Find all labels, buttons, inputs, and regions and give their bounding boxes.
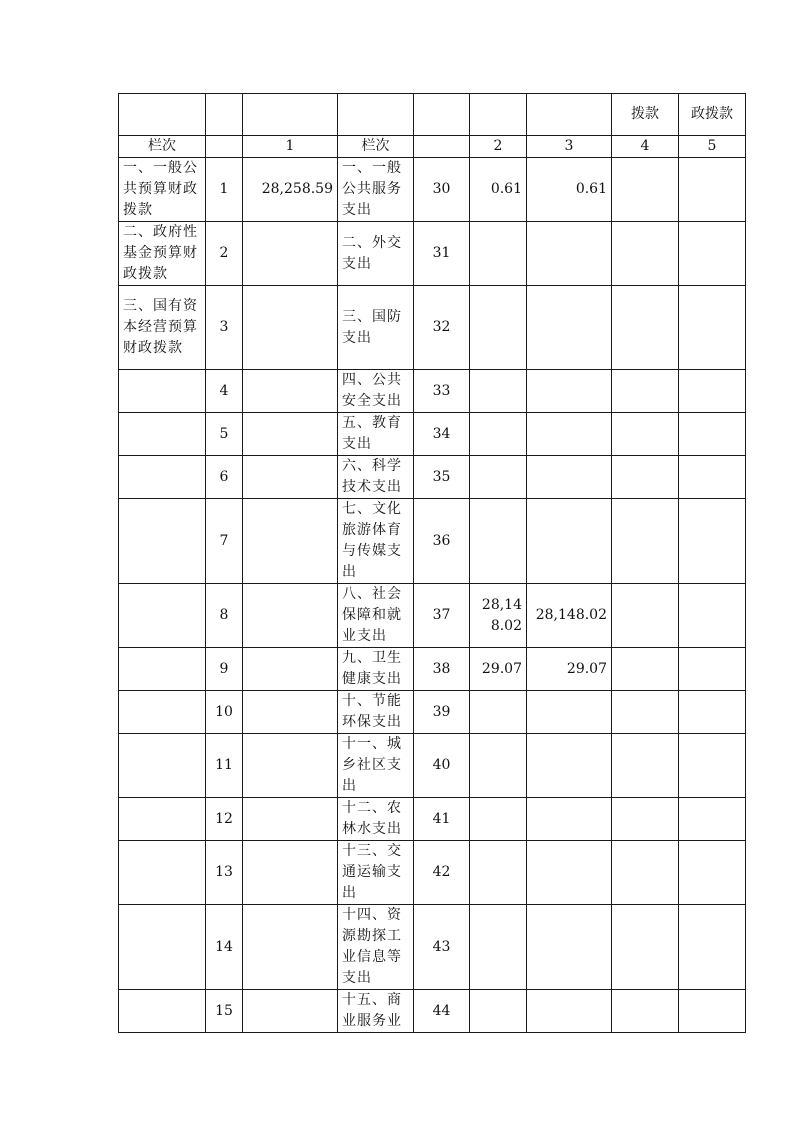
- income-line-number: 7: [206, 499, 243, 584]
- income-line-number: 10: [206, 691, 243, 734]
- column-label-right: 栏次: [338, 136, 414, 158]
- income-amount: [243, 286, 338, 370]
- column-number-row: [119, 136, 746, 158]
- income-line-number: 11: [206, 734, 243, 798]
- fund-budget-amount: [612, 158, 679, 222]
- fund-budget-amount: [612, 370, 679, 413]
- expense-line-number: 36: [414, 499, 470, 584]
- fund-budget-amount: [612, 413, 679, 456]
- general-budget-amount: [527, 286, 612, 370]
- header-cell: [470, 94, 527, 136]
- expense-line-number: 42: [414, 841, 470, 905]
- state-capital-amount: [679, 990, 746, 1033]
- column-number-1: 1: [243, 136, 338, 158]
- income-amount: [243, 499, 338, 584]
- expense-line-number: 40: [414, 734, 470, 798]
- income-amount: [243, 222, 338, 286]
- fund-budget-amount: [612, 456, 679, 499]
- header-cell: [338, 94, 414, 136]
- income-line-number: 4: [206, 370, 243, 413]
- income-amount: [243, 841, 338, 905]
- column-number-3: 3: [527, 136, 612, 158]
- fund-budget-amount: [612, 499, 679, 584]
- state-capital-amount: [679, 158, 746, 222]
- income-item-cell: [119, 648, 206, 691]
- income-amount: [243, 370, 338, 413]
- state-capital-amount: [679, 584, 746, 648]
- income-item-cell: [119, 691, 206, 734]
- expense-item-cell: 二、外交支出: [338, 222, 414, 286]
- general-budget-amount: 29.07: [527, 648, 612, 691]
- table-row: [119, 990, 746, 1033]
- income-line-number: 5: [206, 413, 243, 456]
- general-budget-amount: [527, 413, 612, 456]
- header-col5-tail: 政拨款: [679, 94, 746, 136]
- expense-total-amount: [470, 691, 527, 734]
- expense-line-number: 43: [414, 905, 470, 990]
- fund-budget-amount: [612, 648, 679, 691]
- income-line-number: 13: [206, 841, 243, 905]
- expense-total-amount: 29.07: [470, 648, 527, 691]
- income-item-cell: 三、国有资本经营预算财政拨款: [119, 286, 206, 370]
- income-amount: [243, 648, 338, 691]
- general-budget-amount: [527, 499, 612, 584]
- state-capital-amount: [679, 841, 746, 905]
- income-item-cell: [119, 499, 206, 584]
- expense-item-cell: 十一、城乡社区支出: [338, 734, 414, 798]
- expense-item-cell: 四、公共安全支出: [338, 370, 414, 413]
- income-line-number: 1: [206, 158, 243, 222]
- table-row: [119, 691, 746, 734]
- expense-total-amount: [470, 499, 527, 584]
- income-line-number: 15: [206, 990, 243, 1033]
- state-capital-amount: [679, 905, 746, 990]
- income-line-number: 2: [206, 222, 243, 286]
- general-budget-amount: [527, 370, 612, 413]
- income-amount: [243, 905, 338, 990]
- expense-line-number: 44: [414, 990, 470, 1033]
- income-item-cell: [119, 798, 206, 841]
- header-cell: [119, 94, 206, 136]
- expense-total-amount: 28,148.02: [470, 584, 527, 648]
- column-label-left: 栏次: [119, 136, 206, 158]
- fund-budget-amount: [612, 990, 679, 1033]
- expense-total-amount: [470, 222, 527, 286]
- expense-item-cell: 三、国防支出: [338, 286, 414, 370]
- fund-budget-amount: [612, 286, 679, 370]
- income-line-number: 6: [206, 456, 243, 499]
- income-item-cell: [119, 734, 206, 798]
- income-amount: [243, 456, 338, 499]
- column-number-4: 4: [612, 136, 679, 158]
- expense-total-amount: [470, 734, 527, 798]
- column-number-2: 2: [470, 136, 527, 158]
- expense-line-number: 32: [414, 286, 470, 370]
- expense-item-cell: 五、教育支出: [338, 413, 414, 456]
- column-number-5: 5: [679, 136, 746, 158]
- header-cell: [527, 94, 612, 136]
- expense-line-number: 38: [414, 648, 470, 691]
- state-capital-amount: [679, 691, 746, 734]
- expense-total-amount: [470, 990, 527, 1033]
- expense-item-cell: 六、科学技术支出: [338, 456, 414, 499]
- column-number-blank: [414, 136, 470, 158]
- income-line-number: 8: [206, 584, 243, 648]
- state-capital-amount: [679, 798, 746, 841]
- table-row: [119, 158, 746, 222]
- general-budget-amount: 0.61: [527, 158, 612, 222]
- expense-item-cell: 十三、交通运输支出: [338, 841, 414, 905]
- expense-total-amount: [470, 413, 527, 456]
- fund-budget-amount: [612, 905, 679, 990]
- fund-budget-amount: [612, 584, 679, 648]
- income-amount: [243, 990, 338, 1033]
- table-row: [119, 413, 746, 456]
- expense-item-cell: 十五、商业服务业: [338, 990, 414, 1033]
- income-item-cell: [119, 990, 206, 1033]
- expense-total-amount: [470, 798, 527, 841]
- state-capital-amount: [679, 286, 746, 370]
- income-item-cell: [119, 413, 206, 456]
- table-row: [119, 499, 746, 584]
- expense-item-cell: 十四、资源勘探工业信息等支出: [338, 905, 414, 990]
- expense-total-amount: [470, 905, 527, 990]
- income-line-number: 3: [206, 286, 243, 370]
- income-item-cell: 一、一般公共预算财政拨款: [119, 158, 206, 222]
- general-budget-amount: [527, 990, 612, 1033]
- income-amount: [243, 734, 338, 798]
- income-amount: [243, 691, 338, 734]
- state-capital-amount: [679, 648, 746, 691]
- state-capital-amount: [679, 499, 746, 584]
- header-col4-tail: 拨款: [612, 94, 679, 136]
- fund-budget-amount: [612, 798, 679, 841]
- expense-item-cell: 七、文化旅游体育与传媒支出: [338, 499, 414, 584]
- fund-budget-amount: [612, 734, 679, 798]
- header-tail-row: [119, 94, 746, 136]
- table-row: [119, 905, 746, 990]
- expense-line-number: 30: [414, 158, 470, 222]
- income-amount: 28,258.59: [243, 158, 338, 222]
- table-row: [119, 648, 746, 691]
- table-row: [119, 584, 746, 648]
- income-amount: [243, 798, 338, 841]
- expense-item-cell: 八、社会保障和就业支出: [338, 584, 414, 648]
- expense-line-number: 39: [414, 691, 470, 734]
- table-row: [119, 222, 746, 286]
- expense-line-number: 34: [414, 413, 470, 456]
- income-item-cell: [119, 584, 206, 648]
- fund-budget-amount: [612, 222, 679, 286]
- state-capital-amount: [679, 413, 746, 456]
- expense-total-amount: [470, 841, 527, 905]
- income-item-cell: 二、政府性基金预算财政拨款: [119, 222, 206, 286]
- expense-item-cell: 十二、农林水支出: [338, 798, 414, 841]
- expense-line-number: 35: [414, 456, 470, 499]
- fund-budget-amount: [612, 841, 679, 905]
- table-row: [119, 456, 746, 499]
- expense-item-cell: 九、卫生健康支出: [338, 648, 414, 691]
- general-budget-amount: [527, 798, 612, 841]
- expense-total-amount: 0.61: [470, 158, 527, 222]
- income-item-cell: [119, 456, 206, 499]
- budget-table: [118, 93, 746, 1033]
- general-budget-amount: [527, 905, 612, 990]
- header-cell: [414, 94, 470, 136]
- header-cell: [206, 94, 243, 136]
- column-number-blank: [206, 136, 243, 158]
- income-item-cell: [119, 370, 206, 413]
- expense-line-number: 41: [414, 798, 470, 841]
- general-budget-amount: [527, 456, 612, 499]
- income-item-cell: [119, 841, 206, 905]
- income-line-number: 14: [206, 905, 243, 990]
- header-cell: [243, 94, 338, 136]
- income-item-cell: [119, 905, 206, 990]
- expense-line-number: 37: [414, 584, 470, 648]
- expense-line-number: 31: [414, 222, 470, 286]
- income-amount: [243, 584, 338, 648]
- expense-total-amount: [470, 370, 527, 413]
- general-budget-amount: 28,148.02: [527, 584, 612, 648]
- table-row: [119, 734, 746, 798]
- table-row: [119, 286, 746, 370]
- general-budget-amount: [527, 734, 612, 798]
- expense-item-cell: 十、节能环保支出: [338, 691, 414, 734]
- income-line-number: 9: [206, 648, 243, 691]
- state-capital-amount: [679, 222, 746, 286]
- income-amount: [243, 413, 338, 456]
- state-capital-amount: [679, 370, 746, 413]
- expense-line-number: 33: [414, 370, 470, 413]
- table-row: [119, 841, 746, 905]
- table-row: [119, 370, 746, 413]
- expense-total-amount: [470, 286, 527, 370]
- expense-total-amount: [470, 456, 527, 499]
- state-capital-amount: [679, 734, 746, 798]
- income-line-number: 12: [206, 798, 243, 841]
- general-budget-amount: [527, 222, 612, 286]
- general-budget-amount: [527, 691, 612, 734]
- table-row: [119, 798, 746, 841]
- state-capital-amount: [679, 456, 746, 499]
- expense-item-cell: 一、一般公共服务支出: [338, 158, 414, 222]
- fund-budget-amount: [612, 691, 679, 734]
- general-budget-amount: [527, 841, 612, 905]
